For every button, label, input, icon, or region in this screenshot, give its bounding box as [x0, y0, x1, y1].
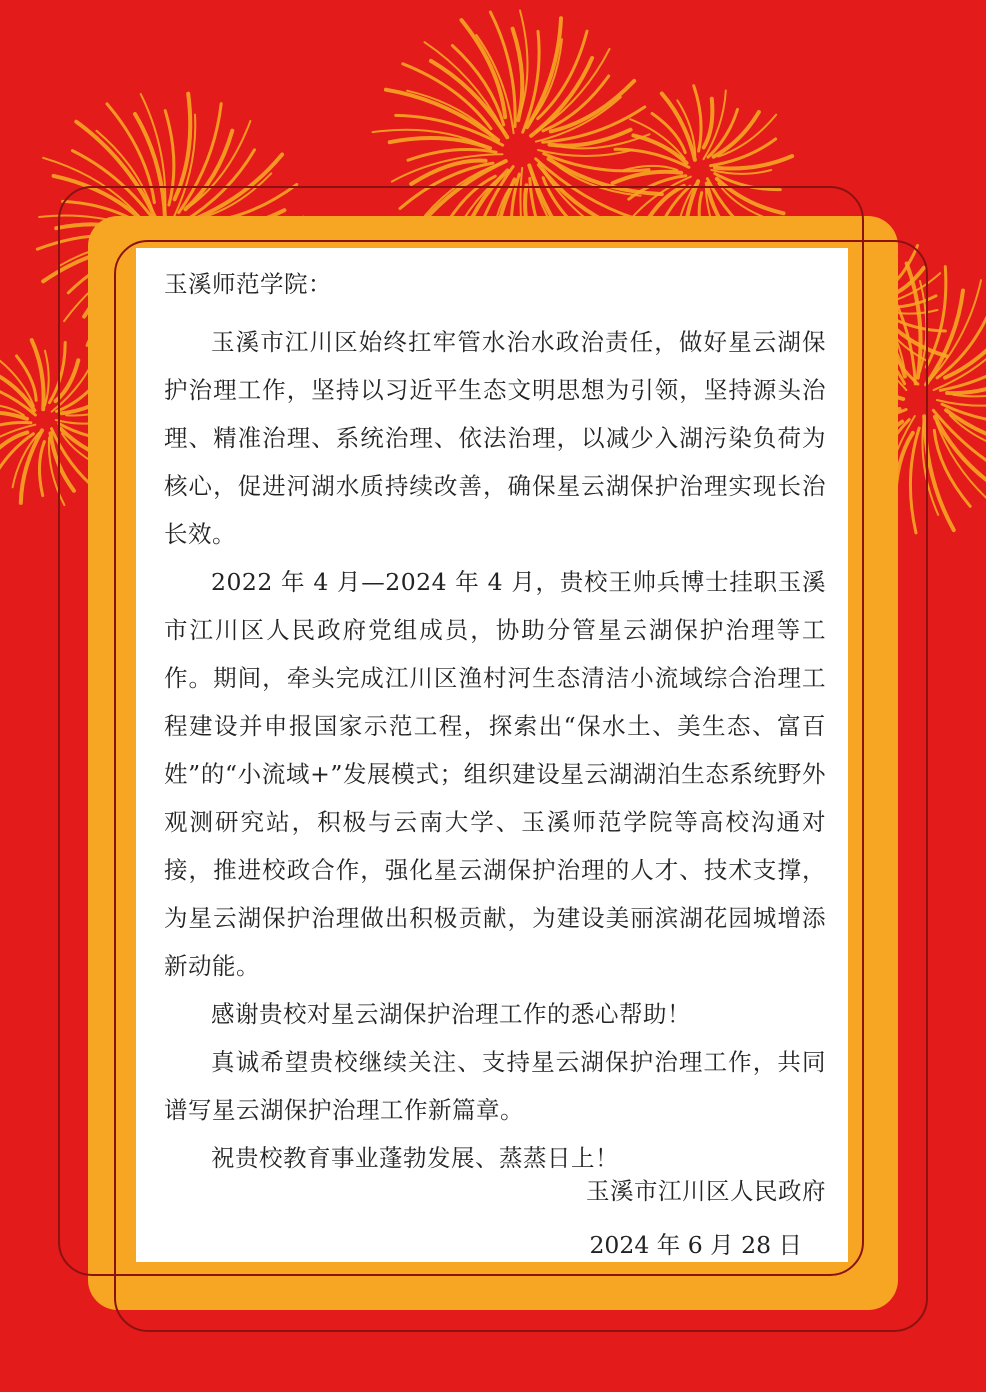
- letter-date: 2024 年 6 月 28 日: [589, 1231, 802, 1259]
- letter-paragraph: 2022 年 4 月—2024 年 4 月，贵校王帅兵博士挂职玉溪市江川区人民政府党组成员，协助分管星云湖保护治理等工作。期间，牵头完成江川区渔村河生态清洁小流域综合治理工程建设并申报国家示范工程，探索出“保水土、美生态、富百姓”的“小流域+”发展模式；组织建设星云湖湖泊生态系统野外观测研究站，积极与云南大学、玉溪师范学院等高校沟通对接，推进校政合作，强化星云湖保护治理的人才、技术支撑，为星云湖保护治理做出积极贡献，为建设美丽滨湖花园城增添新动能。: [164, 568, 826, 980]
- letter-paragraph: 感谢贵校对星云湖保护治理工作的悉心帮助！: [211, 1000, 691, 1028]
- letter-body: [164, 270, 826, 1182]
- letter-paragraph: 祝贵校教育事业蓬勃发展、蒸蒸日上！: [211, 1144, 619, 1172]
- firework-spark: [32, 340, 44, 409]
- firework-spark: [39, 442, 44, 496]
- firework-spark: [431, 61, 507, 137]
- firework-spark: [694, 86, 701, 151]
- letter-greeting: 玉溪师范学院：: [164, 270, 332, 298]
- firework-spark: [175, 94, 191, 200]
- letter-signature: 玉溪市江川区人民政府: [586, 1177, 826, 1205]
- letter-paragraph: 真诚希望贵校继续关注、支持星云湖保护治理工作，共同谱写星云湖保护治理工作新篇章。: [164, 1048, 826, 1124]
- letter-paragraph: 玉溪市江川区始终扛牢管水治水政治责任，做好星云湖保护治理工作，坚持以习近平生态文明思想为引领，坚持源头治理、精准治理、系统治理、依法治理，以减少入湖污染负荷为核心，促进河湖水质持续改善，确保星云湖保护治理实现长治长效。: [164, 328, 826, 548]
- firework-spark: [390, 138, 490, 148]
- firework-spark: [711, 170, 771, 174]
- firework-spark: [704, 99, 713, 148]
- firework-spark: [538, 150, 633, 156]
- letter-paper: [136, 248, 848, 1262]
